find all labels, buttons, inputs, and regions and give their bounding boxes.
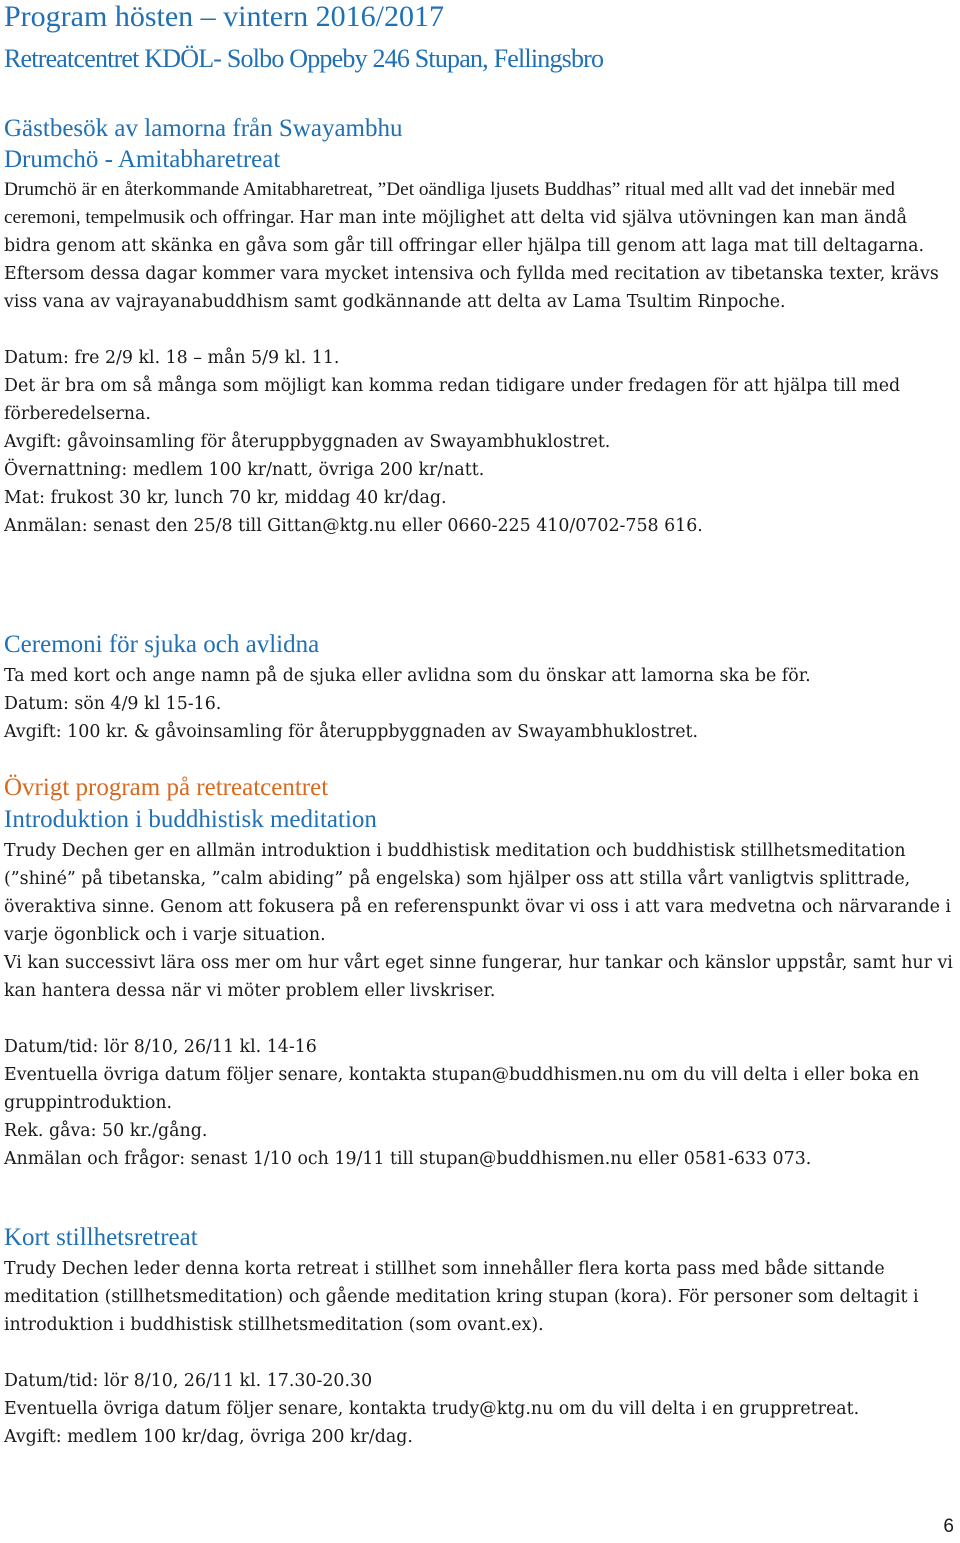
section1-heading2: Drumchö - Amitabharetreat xyxy=(4,146,281,173)
section1-food: Mat: frukost 30 kr, lunch 70 kr, middag 40 kr/dag. xyxy=(4,488,447,508)
section4-heading: Kort stillhetsretreat xyxy=(4,1224,198,1251)
section1-heading1: Gästbesök av lamorna från Swayambhu xyxy=(4,115,403,142)
section3-main-heading: Övrigt program på retreatcentret xyxy=(4,774,329,801)
page-subtitle: Retreatcentret KDÖL- Solbo Oppeby 246 Stupan, Fellingsbro xyxy=(4,44,604,73)
section1-signup: Anmälan: senast den 25/8 till Gittan@ktg.nu eller 0660-225 410/0702-758 616. xyxy=(4,516,703,536)
section3-more: Eventuella övriga datum följer senare, kontakta stupan@buddhismen.nu om du vill delta i eller boka en gruppintroduktion. xyxy=(4,1065,920,1113)
section3-gift: Rek. gåva: 50 kr./gång. xyxy=(4,1121,208,1141)
section4-text: Trudy Dechen leder denna korta retreat i stillhet som innehåller flera korta pass med både sittande meditation (stillhetsmeditation) och gående meditation kring stupan (kora). För personer som deltagit i introduktion i buddhistisk stillhetsmeditation (som ovant.ex). xyxy=(4,1259,919,1335)
section1-note: Det är bra om så många som möjligt kan komma redan tidigare under fredagen för att hjälpa till med förberedelserna. xyxy=(4,376,901,424)
section2-text: Ta med kort och ange namn på de sjuka eller avlidna som du önskar att lamorna ska be för. xyxy=(4,666,811,686)
section3-heading: Introduktion i buddhistisk meditation xyxy=(4,806,377,833)
section2-heading: Ceremoni för sjuka och avlidna xyxy=(4,631,320,658)
section1-overnight: Övernattning: medlem 100 kr/natt, övriga 200 kr/natt. xyxy=(4,460,485,480)
section2-fee: Avgift: 100 kr. & gåvoinsamling för återuppbyggnaden av Swayambhuklostret. xyxy=(4,722,699,742)
section1-para2: Eftersom dessa dagar kommer vara mycket intensiva och fyllda med recitation av tibetanska texter, krävs viss vana av vajrayanabuddhism samt godkännande att delta av Lama Tsultim Rinpoche. xyxy=(4,264,939,312)
page-number: 6 xyxy=(943,1516,954,1537)
section1-body xyxy=(4,176,958,540)
section2-body xyxy=(4,662,958,746)
section1-intro-b: Har man inte möjlighet att delta vid själva utövningen kan man ändå bidra genom att skänka en gåva som går till offringar eller hjälpa till genom att laga mat till deltagarna. xyxy=(4,208,925,256)
page-title: Program hösten – vintern 2016/2017 xyxy=(4,0,444,33)
section4-body xyxy=(4,1255,958,1451)
section1-intro xyxy=(4,176,958,260)
section4-date: Datum/tid: lör 8/10, 26/11 kl. 17.30-20.30 xyxy=(4,1371,373,1391)
section3-date: Datum/tid: lör 8/10, 26/11 kl. 14-16 xyxy=(4,1037,317,1057)
section1-date: Datum: fre 2/9 kl. 18 – mån 5/9 kl. 11. xyxy=(4,348,340,368)
section3-text1: Trudy Dechen ger en allmän introduktion i buddhistisk meditation och buddhistisk stillhetsmeditation (”shiné” på tibetanska, ”calm abiding” på engelska) som hjälper oss att stilla vårt vanligtvis splittrade, överaktiva sinne. Genom att fokusera på en referenspunkt övar vi oss i att vara medvetna och närvarande i varje ögonblick och i varje situation. xyxy=(4,841,951,945)
section3-signup: Anmälan och frågor: senast 1/10 och 19/11 till stupan@buddhismen.nu eller 0581-633 073. xyxy=(4,1149,812,1169)
section4-more: Eventuella övriga datum följer senare, kontakta trudy@ktg.nu om du vill delta i en gruppretreat. xyxy=(4,1399,860,1419)
section4-fee: Avgift: medlem 100 kr/dag, övriga 200 kr/dag. xyxy=(4,1427,413,1447)
section1-intro-a: Drumchö är en återkommande Amitabharetreat, ”Det oändliga ljusets Buddhas” ritual med allt vad det innebär med ceremoni, tempelmusik och offringar. xyxy=(4,179,895,228)
section3-text2: Vi kan successivt lära oss mer om hur vårt eget sinne fungerar, hur tankar och känslor uppstår, samt hur vi kan hantera dessa när vi möter problem eller livskriser. xyxy=(4,953,953,1001)
section3-body xyxy=(4,837,958,1173)
section1-fee: Avgift: gåvoinsamling för återuppbyggnaden av Swayambhuklostret. xyxy=(4,432,611,452)
section2-date: Datum: sön 4/9 kl 15-16. xyxy=(4,694,222,714)
